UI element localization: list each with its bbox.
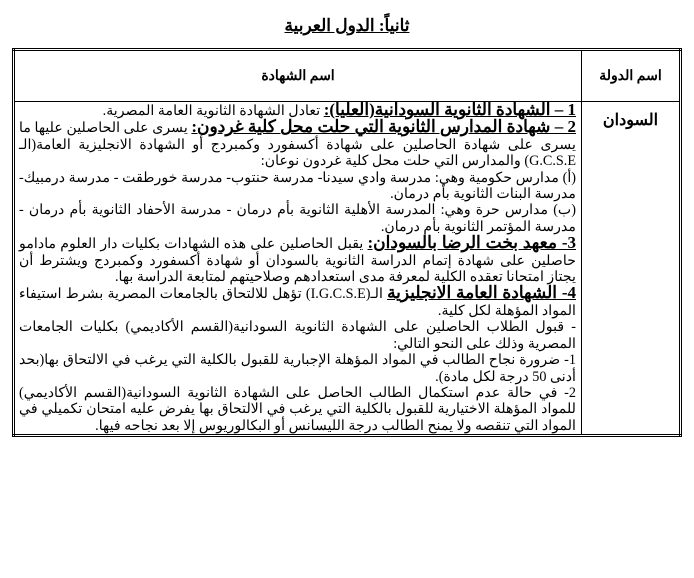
section-title: ثانياً: الدول العربية xyxy=(284,16,410,35)
item-4-n2: 2- في حالة عدم استكمال الطالب الحاصل على الشهادة الثانوية السودانية(القسم الأكاديمي) للمواد المؤهلة الاختيارية للقبول بالكلية التي يرغب في الالتحاق بها يفرض عليه امتحان تكميلي في المواد التي تنقصه ولا يمنح الطالب درجة الليسانس أو البكالوريوس إلا بعد نجاحه فيها. xyxy=(19,384,576,434)
item-2 xyxy=(19,119,576,169)
item-2-text: يسرى على الحاصلين عليها ما يسرى على شهادة الحاصلين على شهادة أكسفورد وكمبردج أو الشهادة الانجليزية العامة(الـ G.C.S.E) والمدارس التي حلت محل كلية غردون نوعان: xyxy=(19,120,576,170)
certificate-cell xyxy=(14,102,582,436)
country-cell: السودان xyxy=(582,102,681,436)
table-row xyxy=(14,102,681,436)
header-country: اسم الدولة xyxy=(582,50,681,102)
item-3-text: يقبل الحاصلين على هذه الشهادات بكليات دار العلوم مادامو حاصلين على شهادة إتمام الدراسة الثانوية بالسودان أو شهادة أكسفورد وكمبردج ويشترط أن يجتاز امتحانا تعقده الكلية لمعرفة مدى استعدادهم وصلاحيتهم لمتابعة الدراسة بها. xyxy=(19,236,576,286)
item-4 xyxy=(19,285,576,319)
item-3 xyxy=(19,235,576,285)
item-2-title: 2 – شهادة المدارس الثانوية التي حلت محل كلية غردون: xyxy=(191,117,577,137)
certificates-table xyxy=(12,48,682,437)
item-2-b: (ب) مدارس حرة وهي: المدرسة الأهلية الثانوية بأم درمان - مدرسة الأحفاد الثانوية بأم درمان - مدرسة المؤتمر الثانوية بأم درمان. xyxy=(19,202,576,235)
item-4-text: الـ(I.G.C.S.E) تؤهل للالتحاق بالجامعات المصرية بشرط استيفاء المواد المؤهلة لكل كلية. xyxy=(19,286,576,319)
header-certificate: اسم الشهادة xyxy=(14,50,582,102)
item-1-text: تعادل الشهادة الثانوية العامة المصرية. xyxy=(102,103,324,119)
item-3-title: 3- معهد بخت الرضا بالسودان: xyxy=(367,233,576,253)
header-row xyxy=(14,50,681,102)
item-4-n1: 1- ضرورة نجاح الطالب في المواد المؤهلة الإجبارية للقبول بالكلية التي يرغب في الالتحاق بها(بحد أدنى 50 درجة لكل مادة). xyxy=(19,352,576,385)
item-4-title: 4- الشهادة العامة الانجليزية xyxy=(387,283,576,303)
item-4-sub: - قبول الطلاب الحاصلين على الشهادة الثانوية السودانية(القسم الأكاديمي) بكليات الجامعات المصرية وذلك على النحو التالي: xyxy=(19,319,576,352)
item-1-title: 1 – الشهادة الثانوية السودانية(العليا): xyxy=(323,100,576,119)
item-2-a: (أ) مدارس حكومية وهي: مدرسة وادي سيدنا- مدرسة حنتوب- مدرسة خورطقت - مدرسة درمبيك- مدرسة البنات الثانوية بأم درمان. xyxy=(19,169,576,203)
